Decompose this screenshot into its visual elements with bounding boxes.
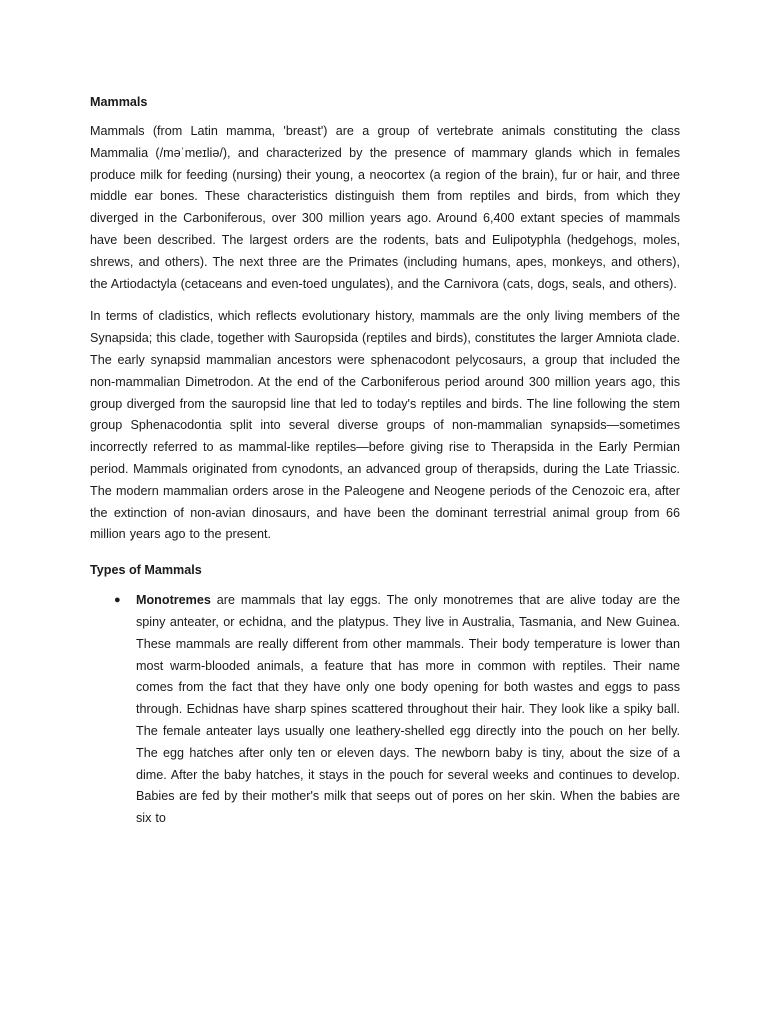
term-monotremes: Monotremes [136, 593, 211, 608]
list-item-monotremes [90, 590, 680, 830]
types-list [90, 590, 680, 830]
monotremes-description: are mammals that lay eggs. The only monotremes that are alive today are the spiny anteater, or echidna, and the platypus. They live in Australia, Tasmania, and New Guinea. These mammals are really different from other mammals. Their body temperature is lower than most warm-blooded animals, a feature that has more in common with reptiles. Their name comes from the fact that they have only one body opening for both wastes and eggs to pass through. Echidnas have sharp spines scattered throughout their hair. They look like a spiky ball. The female anteater lays usually one leathery-shelled egg directly into the pouch on her belly. The egg hatches after only ten or eleven days. The newborn baby is tiny, about the size of a dime. After the baby hatches, it stays in the pouch for several weeks and continues to develop. Babies are fed by their mother's milk that seeps out of pores on her skin. When the babies are six to [136, 593, 680, 826]
paragraph-cladistics: In terms of cladistics, which reflects evolutionary history, mammals are the only living members of the Synapsida; this clade, together with Sauropsida (reptiles and birds), constitutes the larger Amniota clade. The early synapsid mammalian ancestors were sphenacodont pelycosaurs, a group that included the non-mammalian Dimetrodon. At the end of the Carboniferous period around 300 million years ago, this group diverged from the sauropsid line that led to today's reptiles and birds. The line following the stem group Sphenacodontia split into several diverse groups of non-mammalian synapsids—sometimes incorrectly referred to as mammal-like reptiles—before giving rise to Therapsida in the Early Permian period. Mammals originated from cynodonts, an advanced group of therapsids, during the Late Triassic. The modern mammalian orders arose in the Paleogene and Neogene periods of the Cenozoic era, after the extinction of non-avian dinosaurs, and have been the dominant terrestrial animal group from 66 million years ago to the present. [90, 309, 680, 542]
document-title: Mammals [90, 95, 148, 109]
paragraph-intro: Mammals (from Latin mamma, 'breast') are a group of vertebrate animals constituting the class Mammalia (/məˈmeɪliə/), and characterized by the presence of mammary glands which in females produce milk for feeding (nursing) their young, a neocortex (a region of the brain), fur or hair, and three middle ear bones. These characteristics distinguish them from reptiles and birds, from which they diverged in the Carboniferous, over 300 million years ago. Around 6,400 extant species of mammals have been described. The largest orders are the rodents, bats and Eulipotyphla (hedgehogs, moles, shrews, and others). The next three are the Primates (including humans, apes, monkeys, and others), the Artiodactyla (cetaceans and even-toed ungulates), and the Carnivora (cats, dogs, seals, and others). [90, 124, 680, 291]
section-heading-types: Types of Mammals [90, 563, 202, 578]
bullet-icon: ● [114, 594, 121, 607]
